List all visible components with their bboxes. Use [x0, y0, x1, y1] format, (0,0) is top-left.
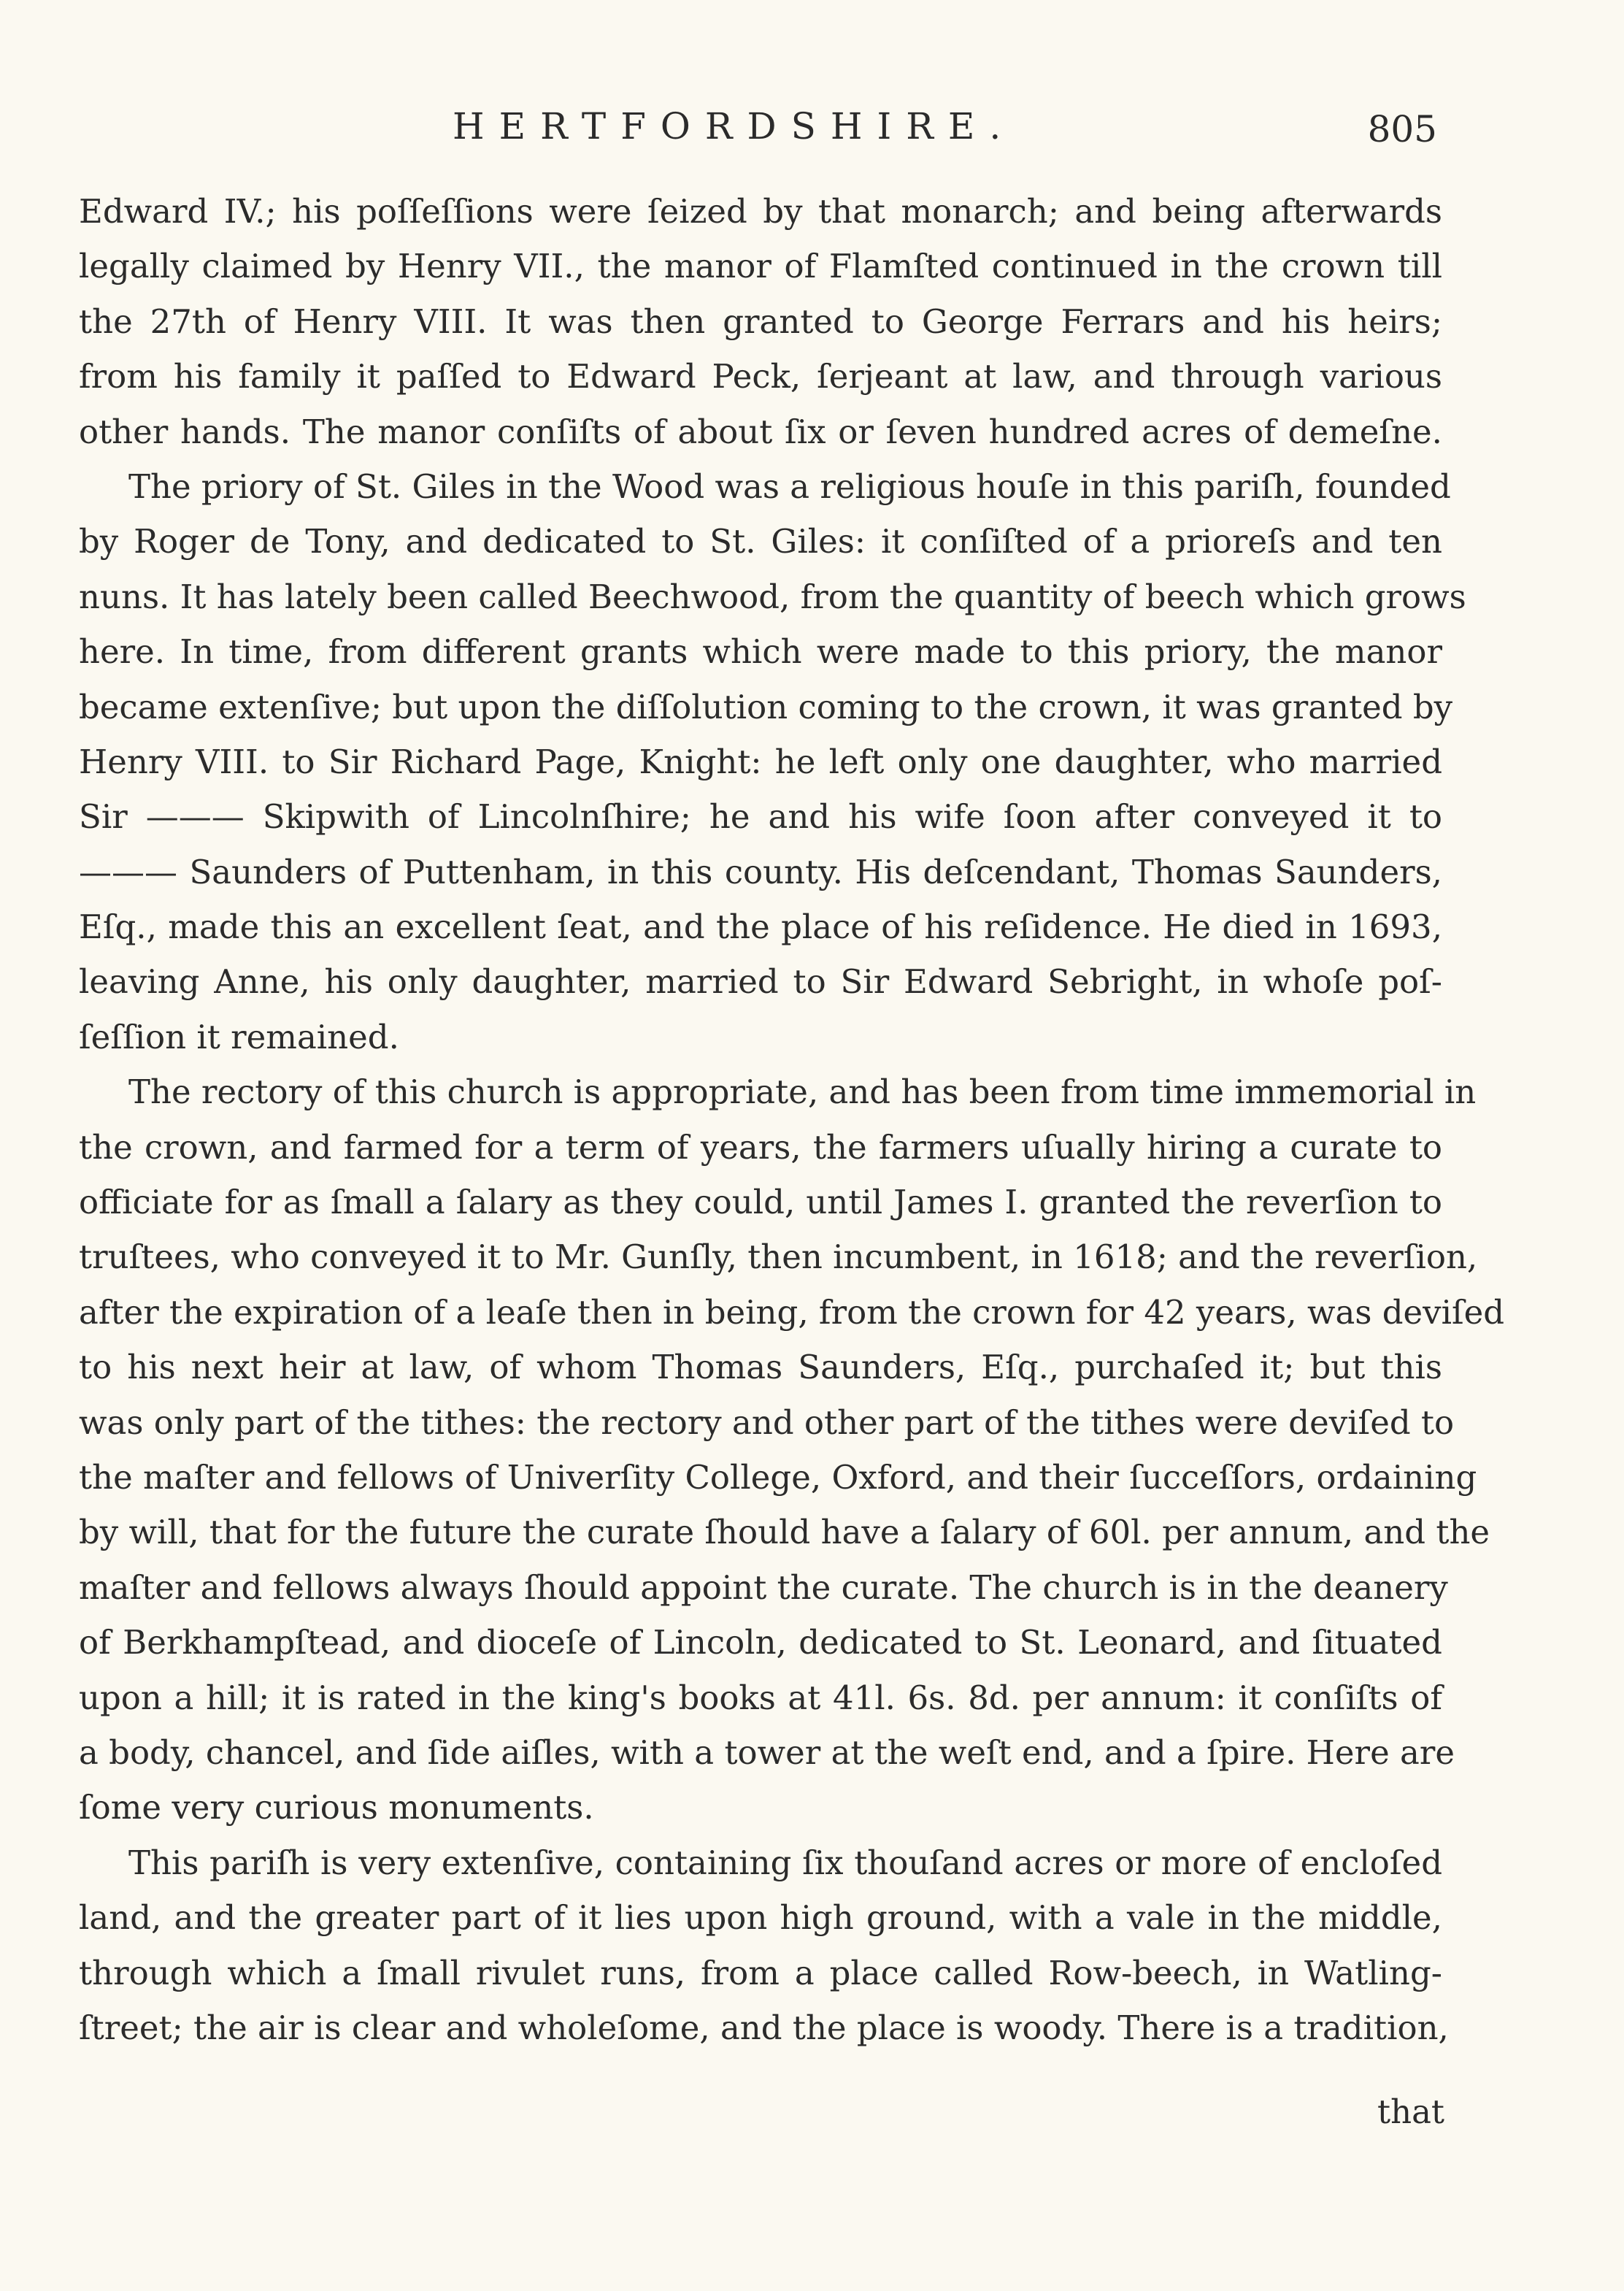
- text-line: other hands. The manor conſiſts of about ſix or ſeven hundred acres of demeſne.: [79, 412, 1442, 451]
- text-line: maſter and fellows always ſhould appoint the curate. The church is in the deanery: [79, 1567, 1448, 1607]
- text-line: here. In time, from different grants which were made to this priory, the manor: [79, 632, 1442, 672]
- text-line: a body, chancel, and ſide aiſles, with a tower at the weſt end, and a ſpire. Here are: [79, 1732, 1455, 1772]
- text-line: upon a hill; it is rated in the king's books at 41l. 6s. 8d. per annum: it conſiſts of: [79, 1678, 1442, 1717]
- text-line: Edward IV.; his poſſeſſions were ſeized by that monarch; and being afterwards: [79, 192, 1442, 231]
- text-line: was only part of the tithes: the rectory and other part of the tithes were deviſed to: [79, 1402, 1455, 1442]
- text-line: The priory of St. Giles in the Wood was a religious houſe in this pariſh, founded: [128, 467, 1451, 506]
- text-line: became extenſive; but upon the diſſolution coming to the crown, it was granted by: [79, 687, 1453, 726]
- text-line: to his next heir at law, of whom Thomas Saunders, Eſq., purchaſed it; but this: [79, 1348, 1442, 1387]
- text-line: the crown, and farmed for a term of years, the farmers uſually hiring a curate to: [79, 1127, 1442, 1167]
- text-line: ——— Saunders of Puttenham, in this county. His deſcendant, Thomas Saunders,: [79, 852, 1442, 891]
- text-line: the 27th of Henry VIII. It was then granted to George Ferrars and his heirs;: [79, 302, 1442, 341]
- text-line: This pariſh is very extenſive, containing ſix thouſand acres or more of encloſed: [128, 1843, 1442, 1882]
- text-line: ſeſſion it remained.: [79, 1017, 399, 1056]
- text-line: through which a ſmall rivulet runs, from a place called Row-beech, in Watling-: [79, 1953, 1442, 1992]
- text-line: ſome very curious monuments.: [79, 1788, 594, 1827]
- running-head: HERTFORDSHIRE.: [453, 105, 1016, 147]
- text-line: of Berkhampſtead, and dioceſe of Lincoln, dedicated to St. Leonard, and ſituated: [79, 1623, 1442, 1662]
- body-text: [79, 184, 1505, 2055]
- text-line: ſtreet; the air is clear and wholeſome, and the place is woody. There is a tradition,: [79, 2008, 1449, 2047]
- text-line: the maſter and fellows of Univerſity College, Oxford, and their ſucceſſors, ordaining: [79, 1457, 1477, 1497]
- text-line: truſtees, who conveyed it to Mr. Gunſly, then incumbent, in 1618; and the reverſion,: [79, 1237, 1478, 1277]
- page-number: 805: [1367, 108, 1437, 150]
- text-line: Sir ——— Skipwith of Lincolnſhire; he and his wife ſoon after conveyed it to: [79, 797, 1442, 837]
- text-line: from his family it paſſed to Edward Peck, ſerjeant at law, and through various: [79, 357, 1442, 396]
- text-line: by will, that for the future the curate ſhould have a ſalary of 60l. per annum, and the: [79, 1513, 1490, 1552]
- text-line: Henry VIII. to Sir Richard Page, Knight: he left only one daughter, who married: [79, 742, 1442, 781]
- text-line: legally claimed by Henry VII., the manor of Flamſted continued in the crown till: [79, 247, 1442, 286]
- text-line: leaving Anne, his only daughter, married to Sir Edward Sebright, in whoſe poſ-: [79, 962, 1442, 1002]
- text-line: officiate for as ſmall a ſalary as they could, until James I. granted the reverſion to: [79, 1183, 1442, 1222]
- text-line: nuns. It has lately been called Beechwood, from the quantity of beech which grows: [79, 577, 1466, 616]
- catchword: that: [1377, 2092, 1444, 2131]
- text-line: after the expiration of a leaſe then in being, from the crown for 42 years, was deviſed: [79, 1292, 1505, 1332]
- text-line: by Roger de Tony, and dedicated to St. Giles: it conſiſted of a prioreſs and ten: [79, 522, 1442, 561]
- text-line: land, and the greater part of it lies upon high ground, with a vale in the middle,: [79, 1898, 1442, 1938]
- text-line: The rectory of this church is appropriate, and has been from time immemorial in: [128, 1072, 1477, 1112]
- text-line: Eſq., made this an excellent ſeat, and the place of his reſidence. He died in 1693,: [79, 907, 1442, 947]
